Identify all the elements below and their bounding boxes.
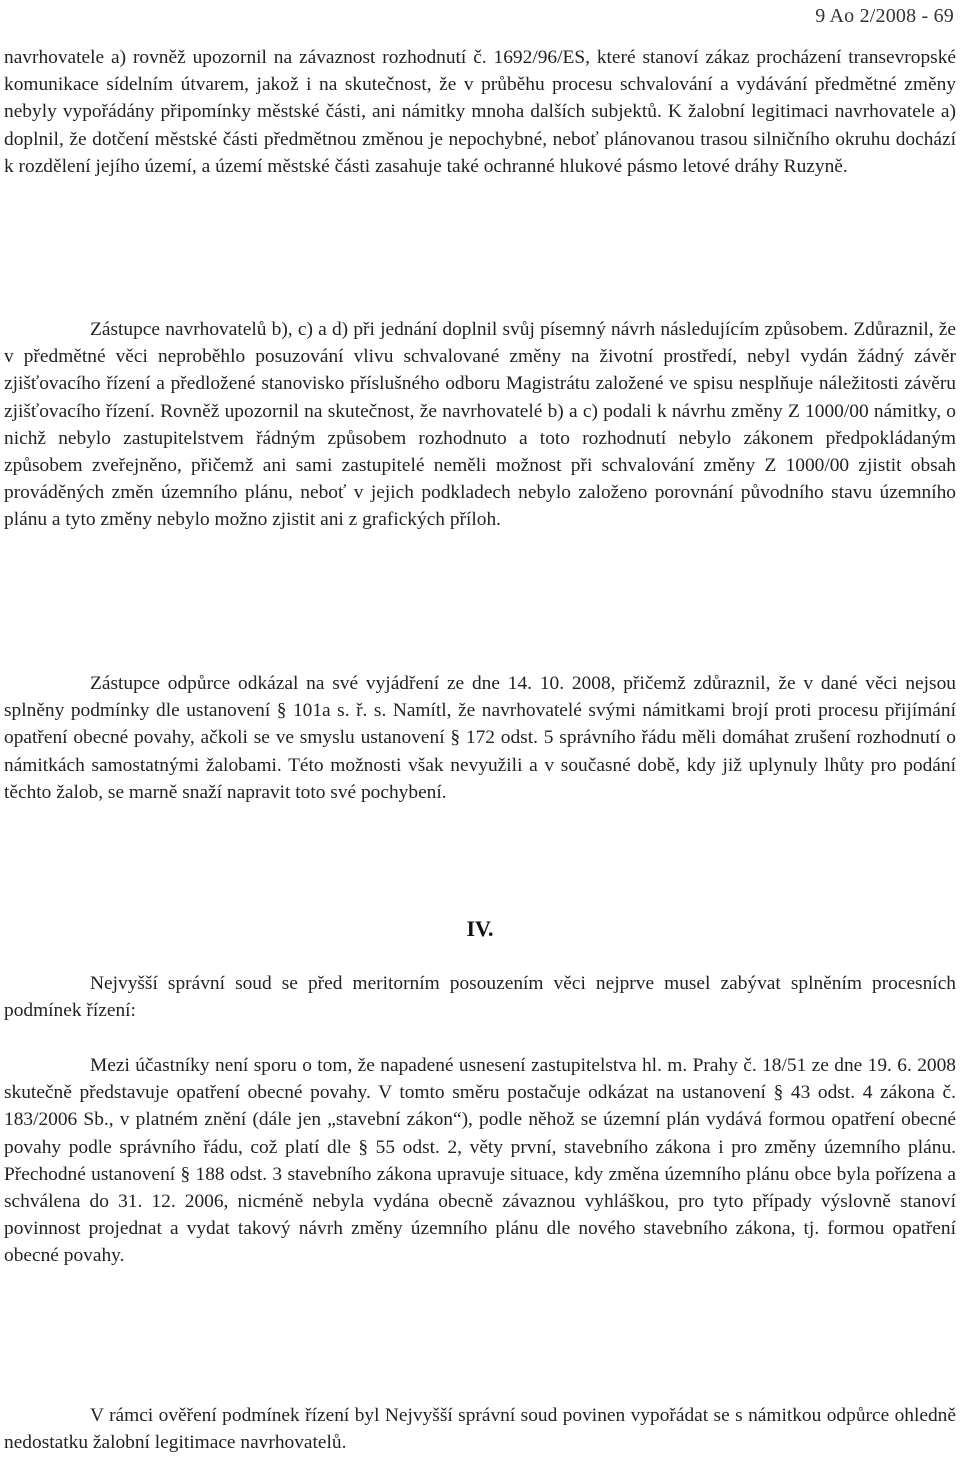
paragraph-nejvyssi-soud: Nejvyšší správní soud se před meritorním posouzením věci nejprve musel zabývat splněním procesních podmínek řízení:: [4, 973, 956, 1022]
paragraph-podminky-rizeni: V rámci ověření podmínek řízení byl Nejvyšší správní soud povinen vypořádat se s námitkou odpůrce ohledně nedostatku žalobní legitimace navrhovatelů.: [4, 1405, 956, 1454]
page-reference: 9 Ao 2/2008 - 69: [815, 5, 954, 27]
paragraph-opatreni-obecne-povahy: Mezi účastníky není sporu o tom, že napadené usnesení zastupitelstva hl. m. Prahy č. 18/51 ze dne 19. 6. 2008 skutečně představuje opatření obecné povahy. V tomto směru postačuje odkázat na ustanovení § 43 odst. 4 zákona č. 183/2006 Sb., v platném znění (dále jen „stavební zákon“), podle něhož se územní plán vydává formou opatření obecné povahy podle správního řádu, což platí dle § 55 odst. 2, věty první, stavebního zákona i pro změny územního plánu. Přechodné ustanovení § 188 odst. 3 stavebního zákona upravuje situace, kdy změna územního plánu obce byla pořízena a schválena do 31. 12. 2006, nicméně nebyla vydána obecně závaznou vyhláškou, pro tyto případy výslovně stanoví povinnost projednat a vydat takový návrh změny územního plánu dle nového stavebního zákona, tj. formou opatření obecné povahy.: [4, 1055, 956, 1267]
section-heading: IV.: [466, 916, 494, 941]
paragraph-navrhovatel-a: navrhovatele a) rovněž upozornil na závaznost rozhodnutí č. 1692/96/ES, které stanoví zákaz procházení transevropské komunikace sídelním útvarem, jakož i na skutečnost, že v průběhu procesu schvalování a vydávání předmětné změny nebyly vypořádány připomínky městské části, ani námitky mnoha dalších subjektů. K žalobní legitimaci navrhovatele a) doplnil, že dotčení městské části předmětnou změnou je nepochybné, neboť plánovanou trasou silničního okruhu dochází k rozdělení jejího území, a území městské části zasahuje také ochranné hlukové pásmo letové dráhy Ruzyně.: [4, 47, 956, 177]
paragraph-odpurce: Zástupce odpůrce odkázal na své vyjádření ze dne 14. 10. 2008, přičemž zdůraznil, že v dané věci nejsou splněny podmínky dle ustanovení § 101a s. ř. s. Namítl, že navrhovatelé svými námitkami brojí proti procesu přijímání opatření obecné povahy, ačkoli se ve smyslu ustanovení § 172 odst. 5 správního řádu měli domáhat zrušení rozhodnutí o námitkách samostatnými žalobami. Této možnosti však nevyužili a v současné době, kdy již uplynuly lhůty pro podání těchto žalob, se marně snaží napravit toto své pochybení.: [4, 673, 956, 803]
paragraph-navrhovatele-bcd: Zástupce navrhovatelů b), c) a d) při jednání doplnil svůj písemný návrh následujícím způsobem. Zdůraznil, že v předmětné věci neproběhlo posuzování vlivu schvalované změny na životní prostředí, nebyl vydán žádný závěr zjišťovacího řízení a předložené stanovisko příslušného odboru Magistrátu založené ve spisu nesplňuje náležitosti závěru zjišťovacího řízení. Rovněž upozornil na skutečnost, že navrhovatelé b) a c) podali k návrhu změny Z 1000/00 námitky, o nichž nebylo zastupitelstvem řádným způsobem rozhodnuto a toto rozhodnutí nebylo zákonem předpokládaným způsobem zveřejněno, přičemž ani sami zastupitelé neměli možnost při schvalování změny Z 1000/00 zjistit obsah prováděných změn územního plánu, neboť v jejich podkladech nebylo založeno porovnání původního stavu územního plánu a tyto změny nebylo možno zjistit ani z grafických příloh.: [4, 319, 956, 531]
